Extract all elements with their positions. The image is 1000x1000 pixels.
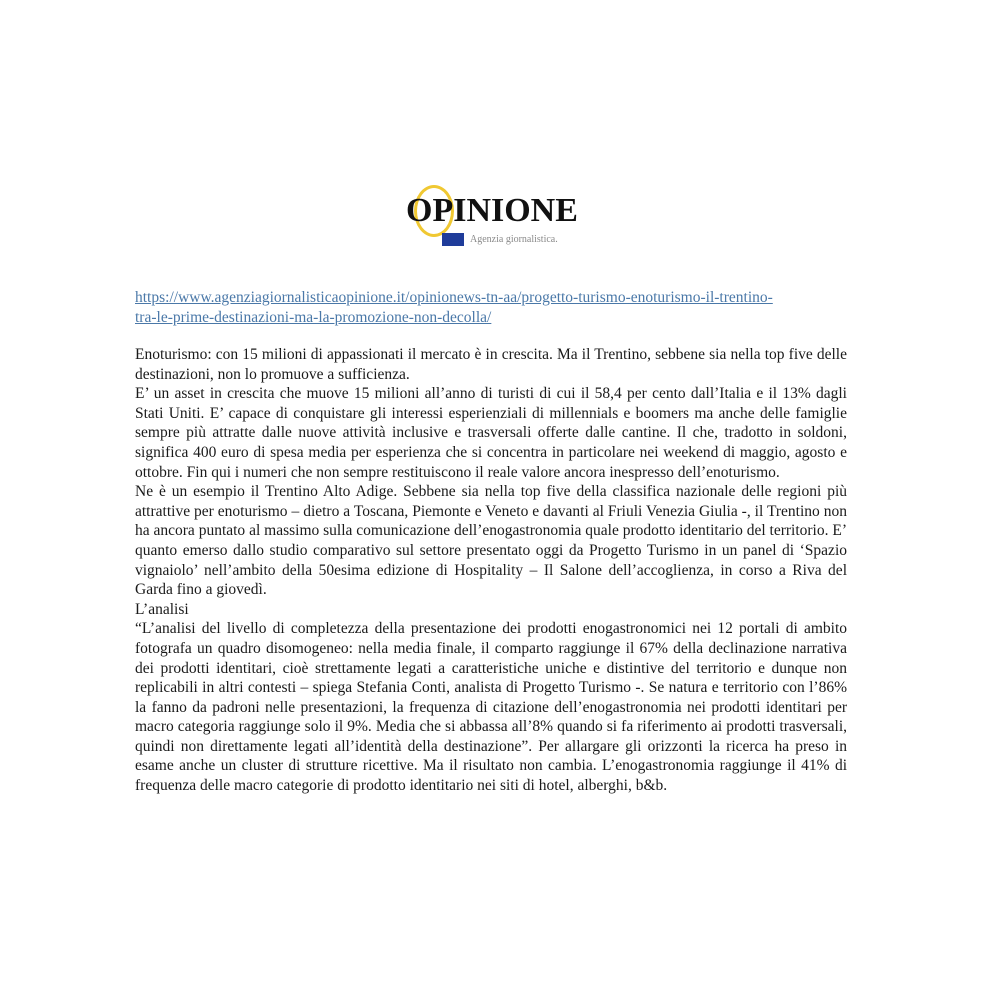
article-lead-paragraph: Enoturismo: con 15 milioni di appassionati il mercato è in crescita. Ma il Trentino, sebbene sia nella top five delle destinazioni, non lo promuove a sufficienza. <box>135 346 847 383</box>
section-heading: L’analisi <box>135 600 189 618</box>
article-paragraph: “L’analisi del livello di completezza della presentazione dei prodotti enogastronomici nei 12 portali di ambito fotografa un quadro disomogeneo: nella media finale, il comparto raggiunge il 67% della declinazione narrativa dei prodotti identitari, cioè strettamente legati a caratteristiche uniche e distintive del territorio e dunque non replicabili in altri contesti – spiega Stefania Conti, analista di Progetto Turismo -. Se natura e territorio con l’86% la fanno da padroni nelle presentazioni, la frequenza di citazione dell’enogastronomia nei prodotti identitari per macro categoria raggiunge solo il 9%. Media che si abbassa all’8% quando si fa riferimento ai prodotti trasversali, quindi non direttamente legati all’identità della destinazione”. Per allargare gli orizzonti la ricerca ha preso in esame anche un cluster di strutture ricettive. Ma il risultato non cambia. L’enogastronomia raggiunge il 41% di frequenza delle macro categorie di prodotto identitario nei siti di hotel, alberghi, b&b. <box>135 620 847 795</box>
eu-flag-icon <box>442 233 464 246</box>
article-paragraph: E’ un asset in crescita che muove 15 milioni all’anno di turisti di cui il 58,4 per cento dall’Italia e il 13% dagli Stati Uniti. E’ capace di conquistare gli interessi esperienziali di millennials e boomers ma anche delle famiglie sempre più attratte dalle nuove attività inclusive e trasversali offerte dalle cantine. Il che, tradotto in soldoni, significa 400 euro di spesa media per esperienza che si concentra in particolare nei weekend di maggio, agosto e ottobre. Fin qui i numeri che non sempre restituiscono il reale valore ancora inespresso dell’enoturismo. <box>135 385 847 481</box>
article-body <box>135 345 847 840</box>
article-url-link[interactable] <box>135 288 845 328</box>
article-paragraph: Ne è un esempio il Trentino Alto Adige. Sebbene sia nella top five della classifica nazionale delle regioni più attrattive per enoturismo – dietro a Toscana, Piemonte e Veneto e davanti al Friuli Venezia Giulia -, il Trentino non ha ancora puntato al massimo sulla comunicazione dell’enogastronomia quale prodotto identitario del territorio. E’ quanto emerso dallo studio comparativo sul settore presentato oggi da Progetto Turismo in un panel di ‘Spazio vignaiolo’ nell’ambito della 50esima edizione di Hospitality – Il Salone dell’accoglienza, in corso a Riva del Garda fino a giovedì. <box>135 483 847 599</box>
article-url-line-2: tra-le-prime-destinazioni-ma-la-promozione-non-decolla/ <box>135 309 492 326</box>
logo-wordmark: OPINIONE <box>406 192 578 229</box>
logo-tagline: Agenzia giornalistica. <box>470 234 558 245</box>
publisher-logo <box>400 180 600 260</box>
article-url-line-1: https://www.agenziagiornalisticaopinione.it/opinionews-tn-aa/progetto-turismo-enoturismo-il-trentino- <box>135 289 773 306</box>
